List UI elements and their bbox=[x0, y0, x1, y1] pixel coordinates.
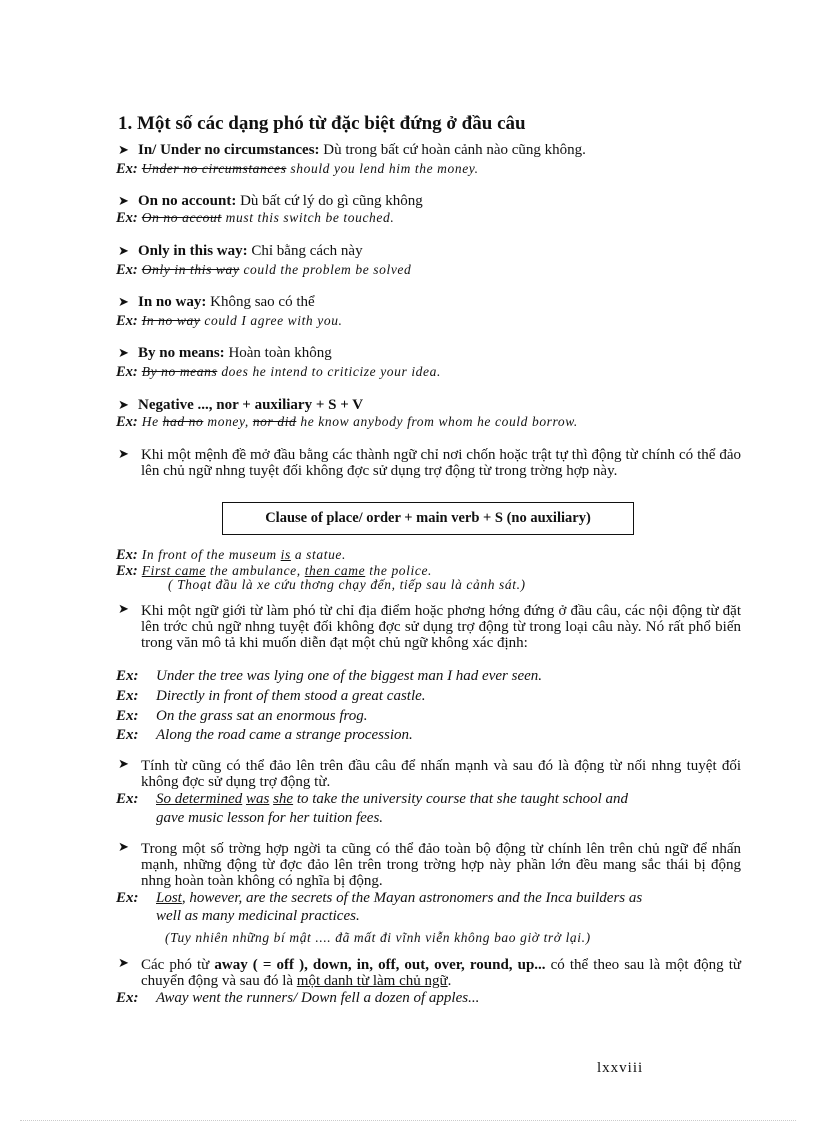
list-item: ➤ Negative ..., nor + auxiliary + S + V bbox=[118, 397, 364, 413]
example-line: Ex: In front of the museum is a statue. bbox=[116, 547, 346, 563]
example-line: Ex: Under the tree was lying one of the biggest man I had ever seen. bbox=[116, 668, 543, 684]
paragraph-prepositional: Khi một ngữ giới từ làm phó từ chỉ địa điểm hoặc phơng hớng đứng ở đầu câu, các nội động từ đặt lên trớc chủ ngữ nhng tuyệt đối không đợc sử dụng trợ động từ trong loại câu này. Nó rất phổ biến trong văn mô tả khi muốn diễn đạt một chủ ngữ không xác định: bbox=[141, 603, 741, 651]
example-continuation: gave music lesson for her tuition fees. bbox=[156, 810, 384, 826]
example-line: Ex: By no means does he intend to criticize your idea. bbox=[116, 364, 441, 380]
example-line: Ex: Under no circumstances should you lend him the money. bbox=[116, 161, 479, 177]
example-line: Ex: Only in this way could the problem be solved bbox=[116, 262, 412, 278]
arrow-bullet-icon: ➤ bbox=[118, 142, 129, 157]
arrow-bullet-icon: ➤ bbox=[118, 601, 129, 616]
paragraph-main-verb: Trong một số trờng hợp ngời ta cũng có thể đảo toàn bộ động từ chính lên trên chủ ngữ để nhấn mạnh, những động từ đợc đảo lên trên trong trờng hợp này phần lớn đều mang sắc thái bị động nhng hoàn toàn không có nghĩa bị động. bbox=[141, 841, 741, 889]
arrow-bullet-icon: ➤ bbox=[118, 243, 129, 258]
list-item: ➤ In no way: Không sao có thể bbox=[118, 294, 315, 310]
list-item: ➤ In/ Under no circumstances: Dù trong bất cứ hoàn cảnh nào cũng không. bbox=[118, 142, 586, 158]
example-continuation: well as many medicinal practices. bbox=[156, 908, 360, 924]
arrow-bullet-icon: ➤ bbox=[118, 193, 129, 208]
arrow-bullet-icon: ➤ bbox=[118, 756, 129, 771]
example-line: Ex: On the grass sat an enormous frog. bbox=[116, 708, 368, 724]
list-item: ➤ Only in this way: Chỉ bằng cách này bbox=[118, 243, 363, 259]
arrow-bullet-icon: ➤ bbox=[118, 446, 129, 461]
list-item: ➤ By no means: Hoàn toàn không bbox=[118, 345, 332, 361]
translation-note: (Tuy nhiên những bí mật .... đã mất đi vĩnh viễn không bao giờ trở lại.) bbox=[165, 930, 591, 945]
example-line: Ex: He had no money, nor did he know anybody from whom he could borrow. bbox=[116, 414, 578, 430]
footer-divider bbox=[20, 1120, 796, 1121]
example-line: Ex: In no way could I agree with you. bbox=[116, 313, 343, 329]
page-number: lxxviii bbox=[597, 1060, 644, 1076]
arrow-bullet-icon: ➤ bbox=[118, 839, 129, 854]
arrow-bullet-icon: ➤ bbox=[118, 397, 129, 412]
example-line: Ex: On no accout must this switch be touched. bbox=[116, 210, 395, 226]
paragraph-clause-place: Khi một mệnh đề mở đầu bằng các thành ngữ chỉ nơi chốn hoặc trật tự thì động từ chính có thể đảo lên chủ ngữ nhng tuyệt đối không đợc sử dụng trợ động từ trong trờng hợp này. bbox=[141, 447, 741, 479]
arrow-bullet-icon: ➤ bbox=[118, 294, 129, 309]
paragraph-adverbs: Các phó từ away ( = off ), down, in, off, out, over, round, up... có thể theo sau là một động từ chuyển động và sau đó là một danh từ làm chủ ngữ. bbox=[141, 957, 741, 989]
example-line: Ex: So determined was she to take the university course that she taught school and bbox=[116, 791, 629, 807]
example-line: Ex: Lost, however, are the secrets of the Mayan astronomers and the Inca builders as bbox=[116, 890, 643, 906]
formula-box: Clause of place/ order + main verb + S (no auxiliary) bbox=[222, 502, 634, 535]
example-line: Ex: First came the ambulance, then came the police. bbox=[116, 563, 433, 579]
arrow-bullet-icon: ➤ bbox=[118, 955, 129, 970]
example-line: Ex: Along the road came a strange procession. bbox=[116, 727, 413, 743]
example-line: Ex: Directly in front of them stood a great castle. bbox=[116, 688, 426, 704]
example-line: Ex: Away went the runners/ Down fell a dozen of apples... bbox=[116, 990, 480, 1006]
translation-note: ( Thoạt đầu là xe cứu thơng chạy đến, tiếp sau là cảnh sát.) bbox=[168, 577, 526, 592]
section-heading: 1. Một số các dạng phó từ đặc biệt đứng ở đầu câu bbox=[118, 113, 526, 134]
arrow-bullet-icon: ➤ bbox=[118, 345, 129, 360]
list-item: ➤ On no account: Dù bất cứ lý do gì cũng không bbox=[118, 193, 423, 209]
paragraph-adjective: Tính từ cũng có thể đảo lên trên đầu câu để nhấn mạnh và sau đó là động từ nối nhng tuyệt đối không đợc sử dụng trợ động từ. bbox=[141, 758, 741, 790]
